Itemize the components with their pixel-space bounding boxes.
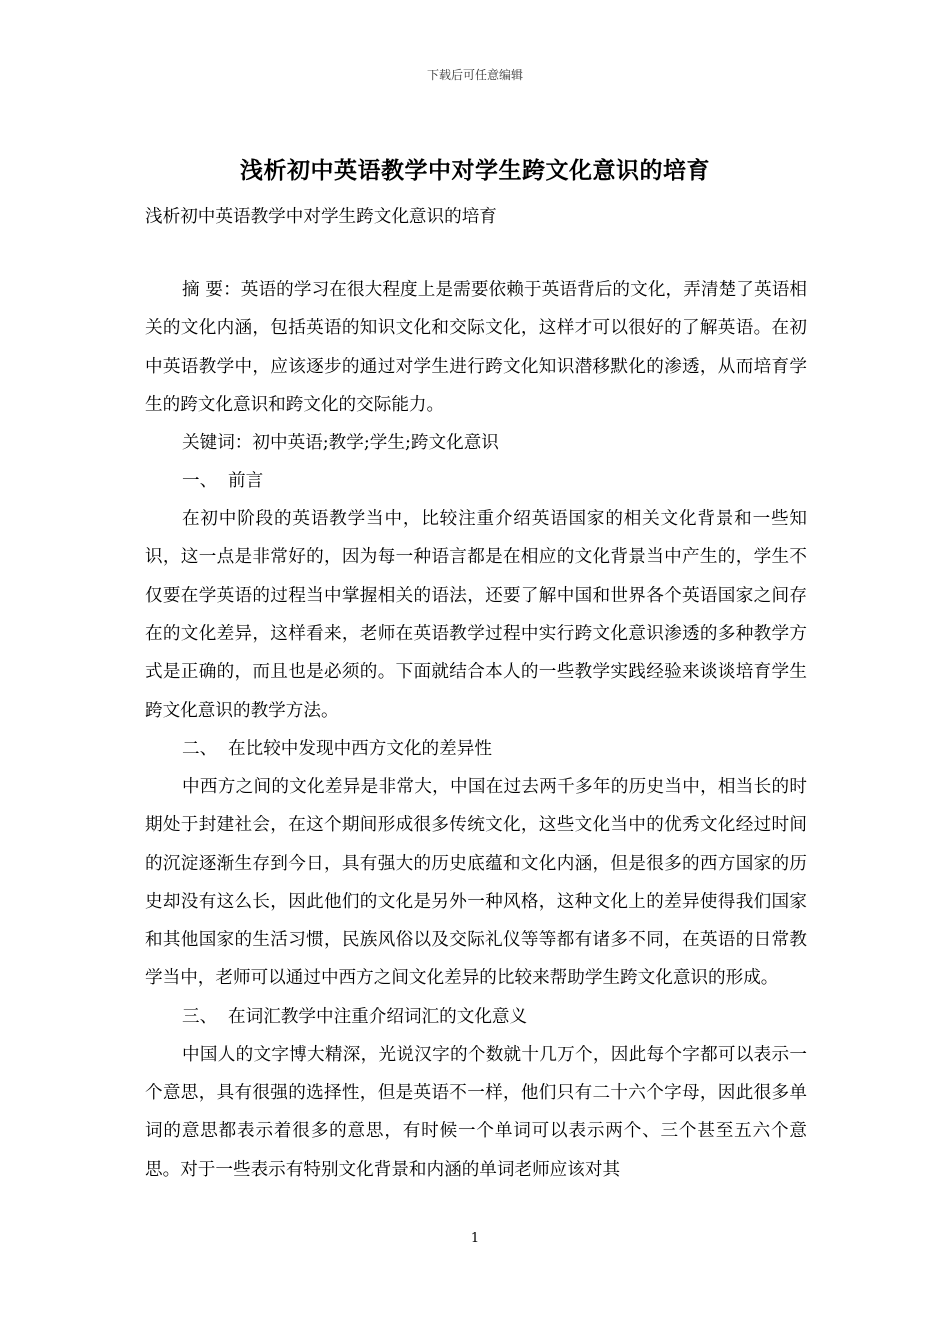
section-number: 一、 bbox=[182, 471, 218, 492]
section-title: 前言 bbox=[228, 471, 264, 492]
section-paragraph-2: 中西方之间的文化差异是非常大，中国在过去两千多年的历史当中，相当长的时期处于封建社会，在这个期间形成很多传统文化，这些文化当中的优秀文化经过时间的沉淀逐渐生存到今日，具有强大的历史底蕴和文化内涵，但是很多的西方国家的历史却没有这么长，因此他们的文化是另外一种风格，这种文化上的差异使得我们国家和其他国家的生活习惯，民族风俗以及交际礼仪等等都有诸多不同，在英语的日常教学当中，老师可以通过中西方之间文化差异的比较来帮助学生跨文化意识的形成。 bbox=[145, 776, 807, 989]
section-paragraph-1: 在初中阶段的英语教学当中，比较注重介绍英语国家的相关文化背景和一些知识，这一点是非常好的，因为每一种语言都是在相应的文化背景当中产生的，学生不仅要在学英语的过程当中掌握相关的语法，还要了解中国和世界各个英语国家之间存在的文化差异，这样看来，老师在英语教学过程中实行跨文化意识渗透的多种教学方式是正确的，而且也是必须的。下面就结合本人的一些教学实践经验来谈谈培育学生跨文化意识的教学方法。 bbox=[145, 509, 807, 721]
section-number: 二、 bbox=[182, 738, 218, 759]
page-number: 1 bbox=[470, 1231, 480, 1246]
keywords-line: 关键词：初中英语;教学;学生;跨文化意识 bbox=[182, 433, 499, 454]
section-number: 三、 bbox=[182, 1006, 218, 1027]
document-subtitle: 浅析初中英语教学中对学生跨文化意识的培育 bbox=[145, 207, 497, 227]
abstract-paragraph: 摘 要：英语的学习在很大程度上是需要依赖于英语背后的文化，弄清楚了英语相关的文化内涵，包括英语的知识文化和交际文化，这样才可以很好的了解英语。在初中英语教学中，应该逐步的通过对学生进行跨文化知识潜移默化的渗透，从而培育学生的跨文化意识和跨文化的交际能力。 bbox=[145, 280, 807, 415]
document-title: 浅析初中英语教学中对学生跨文化意识的培育 bbox=[240, 157, 710, 184]
section-title: 在词汇教学中注重介绍词汇的文化意义 bbox=[228, 1006, 528, 1027]
section-title: 在比较中发现中西方文化的差异性 bbox=[228, 738, 492, 759]
section-heading-1 bbox=[145, 462, 807, 500]
section-heading-3 bbox=[145, 998, 807, 1036]
document-body bbox=[145, 199, 807, 1189]
page-header: 下载后可任意编辑 bbox=[426, 68, 523, 82]
blank-line bbox=[145, 235, 807, 271]
section-paragraph-3: 中国人的文字博大精深，光说汉字的个数就十几万个，因此每个字都可以表示一个意思，具有很强的选择性，但是英语不一样，他们只有二十六个字母，因此很多单词的意思都表示着很多的意思，有时候一个单词可以表示两个、三个甚至五六个意思。对于一些表示有特别文化背景和内涵的单词老师应该对其 bbox=[145, 1044, 807, 1180]
section-heading-2 bbox=[145, 730, 807, 768]
